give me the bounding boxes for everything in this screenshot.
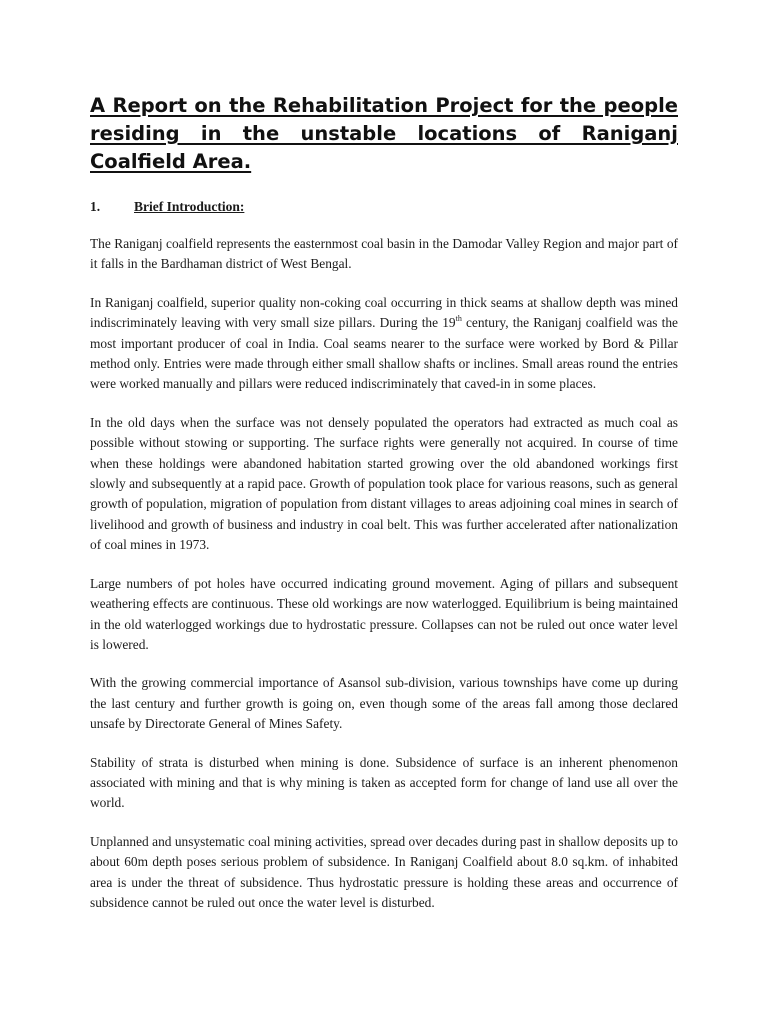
section-heading xyxy=(90,198,678,216)
paragraph-3: In the old days when the surface was not densely populated the operators had extracted as much coal as possible without stowing or supporting. The surface rights were generally not acquired. In course of time when these holdings were abandoned habitation started growing over the old abandoned workings first slowly and subsequently at a rapid pace. Growth of population took place for various reasons, such as general growth of population, migration of population from distant villages to areas adjoining coal mines in search of livelihood and growth of business and industry in coal belt. This was further accelerated after nationalization of coal mines in 1973. xyxy=(90,414,678,553)
paragraph-6: Stability of strata is disturbed when mining is done. Subsidence of surface is an inherent phenomenon associated with mining and that is why mining is taken as accepted form for change of land use all over the world. xyxy=(90,754,678,811)
paragraph-7: Unplanned and unsystematic coal mining activities, spread over decades during past in shallow deposits up to about 60m depth poses serious problem of subsidence. In Raniganj Coalfield about 8.0 sq.km. of inhabited area is under the threat of subsidence. Thus hydrostatic pressure is holding these areas and occurrence of subsidence cannot be ruled out once the water level is disturbed. xyxy=(90,833,678,910)
section-number: 1. xyxy=(90,199,101,214)
paragraph-5: With the growing commercial importance of Asansol sub-division, various townships have come up during the last century and further growth is going on, even though some of the areas fall among those declared unsafe by Directorate General of Mines Safety. xyxy=(90,675,678,732)
paragraph-2 xyxy=(90,293,678,395)
paragraph-4: Large numbers of pot holes have occurred indicating ground movement. Aging of pillars and subsequent weathering effects are continuous. These old workings are now waterlogged. Equilibrium is being maintained in the old waterlogged workings due to hydrostatic pressure. Collapses can not be ruled out once water level is lowered. xyxy=(90,575,678,652)
paragraph-2-text-before: In Raniganj coalfield, superior quality non-coking coal occurring in thick seams at shallow depth was mined indiscriminately leaving with very small size pillars. During the 19 xyxy=(90,294,678,331)
paragraph-1: The Raniganj coalfield represents the easternmost coal basin in the Damodar Valley Region and major part of it falls in the Bardhaman district of West Bengal. xyxy=(90,236,678,272)
superscript-th: th xyxy=(455,314,462,324)
section-label: Brief Introduction: xyxy=(134,199,245,214)
document-title: A Report on the Rehabilitation Project for the people residing in the unstable locations of Raniganj Coalfield Area. xyxy=(90,94,678,173)
document-page xyxy=(90,92,678,931)
paragraph-2-text-after: century, the Raniganj coalfield was the most important producer of coal in India. Coal seams nearer to the surface were worked by Bord & Pillar method only. Entries were made through either small shallow shafts or inclines. Small areas round the entries were worked manually and pillars were reduced indiscriminately that caved-in in some places. xyxy=(90,315,678,392)
